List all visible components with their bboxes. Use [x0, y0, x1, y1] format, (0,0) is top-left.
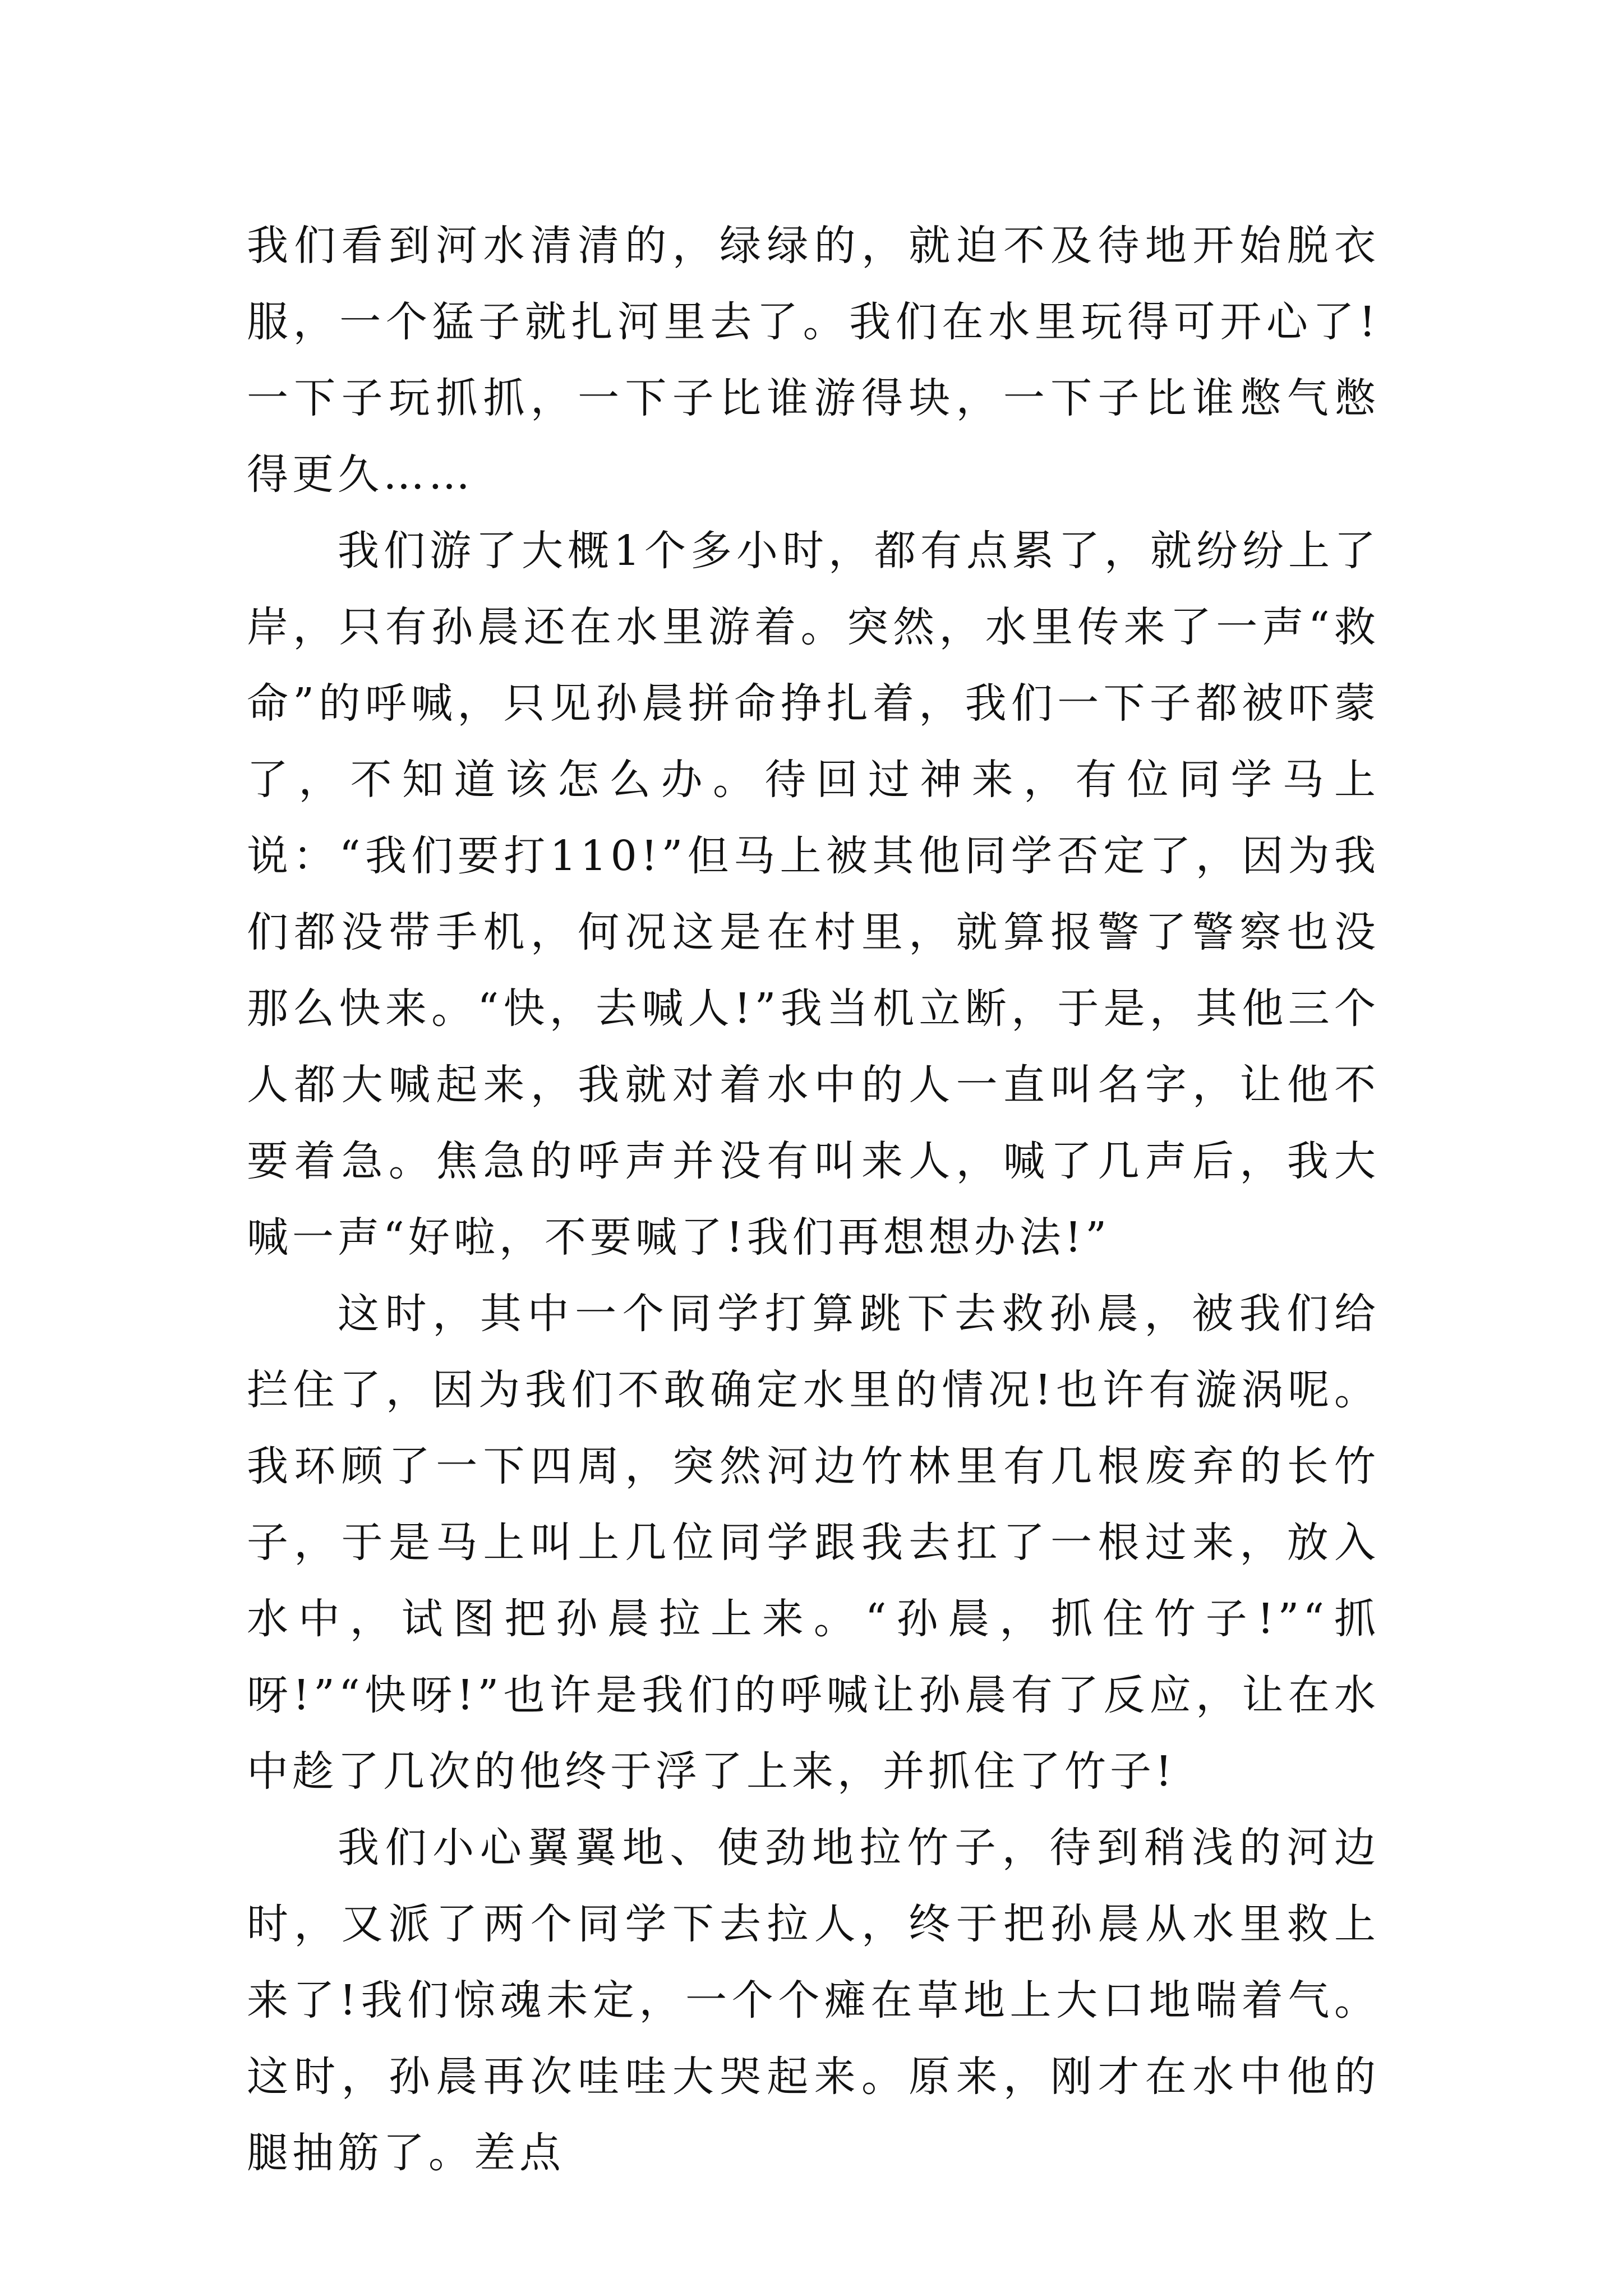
article-body	[247, 208, 1380, 2191]
paragraph-4: 我们小心翼翼地、使劲地拉竹子，待到稍浅的河边时，又派了两个同学下去拉人，终于把孙晨从水里救上来了!我们惊魂未定，一个个瘫在草地上大口地喘着气。这时，孙晨再次哇哇大哭起来。原来，刚才在水中他的腿抽筋了。差点	[247, 1824, 1380, 2177]
paragraph-2: 我们游了大概1个多小时，都有点累了，就纷纷上了岸，只有孙晨还在水里游着。突然，水里传来了一声“救命”的呼喊，只见孙晨拼命挣扎着，我们一下子都被吓蒙了，不知道该怎么办。待回过神来，有位同学马上说：“我们要打110!”但马上被其他同学否定了，因为我们都没带手机，何况这是在村里，就算报警了警察也没那么快来。“快，去喊人!”我当机立断，于是，其他三个人都大喊起来，我就对着水中的人一直叫名字，让他不要着急。焦急的呼声并没有叫来人，喊了几声后，我大喊一声“好啦，不要喊了!我们再想想办法!”	[247, 527, 1380, 1262]
paragraph-3: 这时，其中一个同学打算跳下去救孙晨，被我们给拦住了，因为我们不敢确定水里的情况!也许有漩涡呢。我环顾了一下四周，突然河边竹林里有几根废弃的长竹子，于是马上叫上几位同学跟我去扛了一根过来，放入水中，试图把孙晨拉上来。“孙晨，抓住竹子!”“抓呀!”“快呀!”也许是我们的呼喊让孙晨有了反应，让在水中趁了几次的他终于浮了上来，并抓住了竹子!	[247, 1290, 1380, 1796]
paragraph-1: 我们看到河水清清的，绿绿的，就迫不及待地开始脱衣服，一个猛子就扎河里去了。我们在水里玩得可开心了!一下子玩抓抓，一下子比谁游得块，一下子比谁憋气憋得更久……	[247, 222, 1380, 499]
